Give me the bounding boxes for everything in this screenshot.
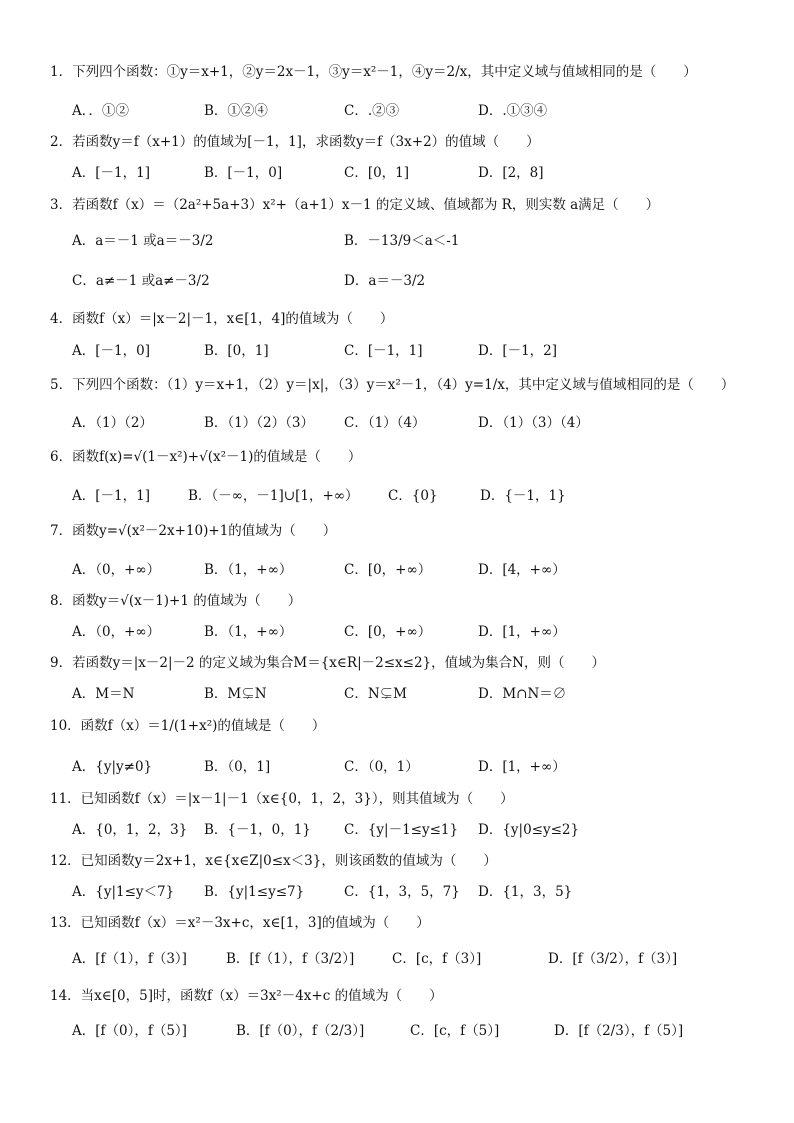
question-12-stem: 12．已知函数y＝2x+1，x∈{x∈Z|0≤x＜3}，则该函数的值域为（ ） (50, 853, 497, 869)
option-a: A．（1）（2） (72, 415, 153, 431)
option-d: D．a＝－3/2 (344, 273, 426, 289)
option-c: C．{0} (388, 488, 438, 504)
option-b: B．（－∞，－1]∪[1，+∞） (188, 488, 359, 504)
option-d: D．（1）（3）（4） (478, 415, 589, 431)
question-1-stem: 1．下列四个函数：①y＝x+1，②y＝2x－1，③y＝x²－1，④y＝2/x，其中定义域与值域相同的是（ ） (50, 64, 697, 80)
option-b: B．（1，+∞） (204, 562, 293, 578)
option-d: D．{1，3，5} (478, 884, 573, 900)
option-d: D．[f（3/2），f（3）] (548, 951, 678, 967)
question-6-stem: 6．函数f(x)=√(1－x²)+√(x²－1)的值域是（ ） (50, 449, 362, 465)
option-b: B．[f（0），f（2/3）] (236, 1023, 365, 1039)
option-b: B．（0，1] (204, 759, 271, 775)
question-11-stem: 11．已知函数f（x）＝|x－1|－1（x∈{0，1，2，3}），则其值域为（ ） (50, 791, 514, 807)
option-d: D．{y|0≤y≤2} (478, 822, 580, 838)
option-a: A．（0，+∞） (72, 624, 161, 640)
question-9-stem: 9．若函数y＝|x－2|－2 的定义域为集合M＝{x∈R|－2≤x≤2}，值域为集合N，则（ ） (50, 655, 605, 671)
option-b: B．{－1，0，1} (204, 822, 311, 838)
option-b: B．{y|1≤y≤7} (204, 884, 305, 900)
option-c: C．a≠－1 或a≠－3/2 (72, 273, 210, 289)
option-a: A．．①② (72, 103, 129, 119)
option-a: A．[f（0），f（5）] (72, 1023, 187, 1039)
option-a: A．a＝－1 或a＝－3/2 (72, 233, 214, 249)
option-a: A．{0，1，2，3} (72, 822, 188, 838)
option-c: C．{y|－1≤y≤1} (344, 822, 459, 838)
option-c: C．（1）（4） (344, 415, 426, 431)
option-d: D．M∩N＝∅ (478, 686, 567, 702)
option-d: D．[2，8] (478, 165, 544, 181)
option-c: C．[c，f（3）] (392, 951, 482, 967)
option-c: C．[0，1] (344, 165, 410, 181)
option-d: D．[1，+∞） (478, 759, 566, 775)
question-3-stem: 3．若函数f（x）＝（2a²+5a+3）x²+（a+1）x－1 的定义域、值域都为 R，则实数 a满足（ ） (50, 197, 660, 213)
option-b: B．－13/9＜a＜-1 (344, 233, 460, 249)
option-a: A．[f（1），f（3）] (72, 951, 187, 967)
option-c: C．[c，f（5）] (410, 1023, 500, 1039)
option-c: C．[0，+∞） (344, 624, 432, 640)
option-c: C．[－1，1] (344, 343, 423, 359)
option-c: C．N⊊M (344, 686, 407, 702)
option-a: A．{y|1≤y＜7} (72, 884, 175, 900)
option-a: A．M＝N (72, 686, 135, 702)
option-b: B．[0，1] (204, 343, 269, 359)
option-c: C．.②③ (344, 103, 400, 119)
option-a: A．[－1，1] (72, 165, 150, 181)
option-d: D．[f（2/3），f（5）] (554, 1023, 684, 1039)
option-b: B．①②④ (204, 103, 268, 119)
option-b: B．M⊊N (204, 686, 267, 702)
question-10-stem: 10．函数f（x）＝1/(1+x²)的值域是（ ） (50, 718, 326, 734)
question-14-stem: 14．当x∈[0，5]时，函数f（x）＝3x²－4x+c 的值域为（ ） (50, 988, 443, 1004)
option-b: B．[f（1），f（3/2）] (226, 951, 355, 967)
option-a: A．（0，+∞） (72, 562, 161, 578)
question-4-stem: 4．函数f（x）＝|x－2|－1，x∈[1，4]的值域为（ ） (50, 311, 394, 327)
option-d: D．{－1，1} (480, 488, 566, 504)
option-b: B．[－1，0] (204, 165, 283, 181)
option-c: C．[0，+∞） (344, 562, 432, 578)
question-7-stem: 7．函数y=√(x²－2x+10)+1的值域为（ ） (50, 523, 337, 539)
option-d: D．[－1，2] (478, 343, 558, 359)
question-13-stem: 13．已知函数f（x）＝x²－3x+c，x∈[1，3]的值域为（ ） (50, 915, 430, 931)
question-5-stem: 5．下列四个函数：（1）y＝x+1，（2）y＝|x|，（3）y＝x²－1，（4）y=1/x，其中定义域与值域相同的是（ ） (50, 377, 735, 393)
option-a: A．{y|y≠0} (72, 759, 153, 775)
option-c: C．（0，1） (344, 759, 419, 775)
option-b: B．（1，+∞） (204, 624, 293, 640)
option-d: D．[1，+∞） (478, 624, 566, 640)
option-b: B．（1）（2）（3） (204, 415, 314, 431)
question-8-stem: 8．函数y＝√(x－1)+1 的值域为（ ） (50, 593, 302, 609)
option-d: D．[4，+∞） (478, 562, 566, 578)
option-a: A．[－1，1] (72, 488, 150, 504)
option-d: D．.①③④ (478, 103, 548, 119)
question-2-stem: 2．若函数y＝f（x+1）的值域为[－1，1]，求函数y＝f（3x+2）的值域（ ） (50, 134, 540, 150)
option-c: C．{1，3，5，7} (344, 884, 460, 900)
option-a: A．[－1，0] (72, 343, 150, 359)
